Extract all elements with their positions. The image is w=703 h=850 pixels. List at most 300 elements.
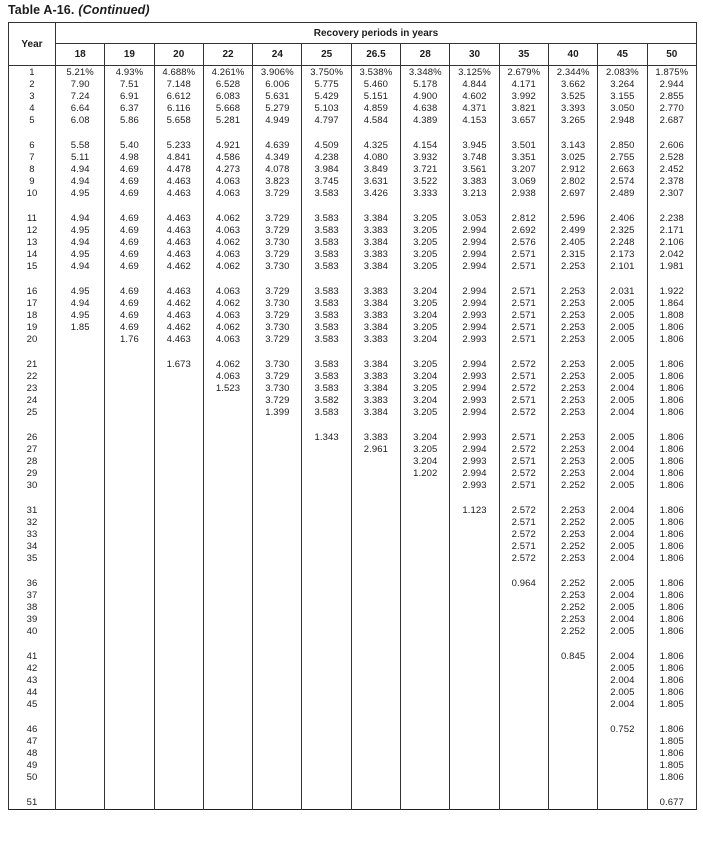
value-cell: [351, 577, 400, 590]
value-cell: 3.265: [548, 115, 597, 127]
value-cell: 2.004: [598, 675, 647, 687]
gap-cell: [253, 346, 302, 358]
value-cell: 2.692: [499, 225, 548, 237]
table-row: [9, 79, 697, 91]
table-row: [9, 91, 697, 103]
gap-cell: [56, 565, 105, 577]
value-cell: 3.583: [302, 212, 351, 225]
value-cell: [154, 760, 203, 772]
gap-cell: [499, 127, 548, 139]
value-cell: 4.349: [253, 152, 302, 164]
gap-cell: [598, 200, 647, 212]
value-cell: 4.95: [56, 225, 105, 237]
value-cell: [450, 602, 499, 614]
year-cell: 47: [9, 736, 56, 748]
gap-cell: [499, 784, 548, 796]
gap-cell: [647, 127, 696, 139]
value-cell: 2.993: [450, 395, 499, 407]
value-cell: 3.053: [450, 212, 499, 225]
value-cell: 2.004: [598, 444, 647, 456]
value-cell: [548, 699, 597, 711]
value-cell: 3.333: [401, 188, 450, 200]
value-cell: 2.252: [548, 517, 597, 529]
value-cell: 5.668: [203, 103, 252, 115]
year-cell: 38: [9, 602, 56, 614]
gap-cell: [302, 127, 351, 139]
value-cell: [253, 577, 302, 590]
period-header-25: 25: [302, 44, 351, 66]
value-cell: [105, 760, 154, 772]
gap-cell: [56, 419, 105, 431]
value-cell: 2.993: [450, 334, 499, 346]
gap-cell: [203, 784, 252, 796]
year-cell: 42: [9, 663, 56, 675]
value-cell: [203, 517, 252, 529]
table-row: [9, 444, 697, 456]
value-cell: 3.384: [351, 407, 400, 419]
gap-cell: [450, 638, 499, 650]
value-cell: [253, 602, 302, 614]
value-cell: 5.21%: [56, 66, 105, 80]
value-cell: 1.806: [647, 626, 696, 638]
value-cell: 2.571: [499, 541, 548, 553]
value-cell: 3.351: [499, 152, 548, 164]
value-cell: [105, 772, 154, 784]
year-cell: 24: [9, 395, 56, 407]
gap-cell: [647, 419, 696, 431]
value-cell: [56, 723, 105, 736]
table-row: [9, 164, 697, 176]
value-cell: 3.205: [401, 261, 450, 273]
gap-row: [9, 200, 697, 212]
value-cell: 3.525: [548, 91, 597, 103]
value-cell: 2.571: [499, 249, 548, 261]
table-row: [9, 152, 697, 164]
value-cell: [56, 529, 105, 541]
value-cell: [351, 626, 400, 638]
value-cell: [401, 614, 450, 626]
value-cell: 4.69: [105, 322, 154, 334]
value-cell: [253, 553, 302, 565]
gap-cell: [499, 711, 548, 723]
value-cell: 3.729: [253, 371, 302, 383]
value-cell: 3.583: [302, 334, 351, 346]
value-cell: 2.572: [499, 407, 548, 419]
value-cell: [253, 504, 302, 517]
gap-cell: [548, 784, 597, 796]
value-cell: 4.238: [302, 152, 351, 164]
gap-cell: [253, 784, 302, 796]
value-cell: [401, 529, 450, 541]
value-cell: [401, 675, 450, 687]
value-cell: 1.673: [154, 358, 203, 371]
value-cell: [450, 748, 499, 760]
gap-cell: [56, 638, 105, 650]
value-cell: 4.94: [56, 298, 105, 310]
header-row-span: [9, 23, 697, 44]
table-row: [9, 383, 697, 395]
value-cell: 4.062: [203, 298, 252, 310]
value-cell: 3.384: [351, 322, 400, 334]
value-cell: 4.063: [203, 371, 252, 383]
value-cell: 1.922: [647, 285, 696, 298]
value-cell: 2.944: [647, 79, 696, 91]
value-cell: 3.583: [302, 237, 351, 249]
value-cell: 2.253: [548, 590, 597, 602]
value-cell: 1.805: [647, 736, 696, 748]
value-cell: 3.025: [548, 152, 597, 164]
value-cell: [401, 699, 450, 711]
value-cell: [351, 504, 400, 517]
value-cell: [203, 468, 252, 480]
value-cell: [253, 687, 302, 699]
value-cell: 4.462: [154, 261, 203, 273]
value-cell: [105, 456, 154, 468]
value-cell: 2.994: [450, 383, 499, 395]
value-cell: [450, 614, 499, 626]
year-cell: 16: [9, 285, 56, 298]
gap-cell: [647, 273, 696, 285]
gap-cell: [56, 784, 105, 796]
value-cell: 2.855: [647, 91, 696, 103]
gap-cell: [9, 711, 56, 723]
value-cell: [105, 614, 154, 626]
year-cell: 37: [9, 590, 56, 602]
value-cell: [302, 541, 351, 553]
value-cell: [253, 663, 302, 675]
value-cell: 3.582: [302, 395, 351, 407]
table-row: [9, 310, 697, 322]
value-cell: 2.005: [598, 541, 647, 553]
value-cell: [203, 736, 252, 748]
value-cell: [56, 626, 105, 638]
value-cell: 4.69: [105, 164, 154, 176]
table-row: [9, 407, 697, 419]
value-cell: [351, 480, 400, 492]
value-cell: 4.859: [351, 103, 400, 115]
table-row: [9, 468, 697, 480]
value-cell: 4.063: [203, 188, 252, 200]
gap-row: [9, 784, 697, 796]
gap-cell: [647, 200, 696, 212]
value-cell: [401, 748, 450, 760]
gap-cell: [401, 200, 450, 212]
value-cell: 1.806: [647, 541, 696, 553]
value-cell: 2.993: [450, 371, 499, 383]
value-cell: [203, 687, 252, 699]
value-cell: 3.583: [302, 188, 351, 200]
value-cell: 3.205: [401, 444, 450, 456]
table-row: [9, 249, 697, 261]
gap-cell: [105, 419, 154, 431]
value-cell: 6.91: [105, 91, 154, 103]
value-cell: [302, 602, 351, 614]
value-cell: 1.806: [647, 444, 696, 456]
value-cell: 4.69: [105, 237, 154, 249]
value-cell: 4.463: [154, 188, 203, 200]
value-cell: 2.004: [598, 468, 647, 480]
value-cell: 5.460: [351, 79, 400, 91]
value-cell: 4.463: [154, 225, 203, 237]
value-cell: [450, 772, 499, 784]
value-cell: [154, 431, 203, 444]
value-cell: 1.806: [647, 687, 696, 699]
value-cell: 3.205: [401, 407, 450, 419]
value-cell: 1.806: [647, 772, 696, 784]
value-cell: [548, 663, 597, 675]
value-cell: [302, 517, 351, 529]
value-cell: 5.658: [154, 115, 203, 127]
table-row: [9, 504, 697, 517]
gap-cell: [253, 200, 302, 212]
value-cell: [56, 431, 105, 444]
value-cell: 4.638: [401, 103, 450, 115]
value-cell: [450, 687, 499, 699]
gap-cell: [401, 784, 450, 796]
table-row: [9, 285, 697, 298]
value-cell: 1.805: [647, 699, 696, 711]
value-cell: 7.51: [105, 79, 154, 91]
value-cell: 3.204: [401, 395, 450, 407]
value-cell: 3.583: [302, 322, 351, 334]
value-cell: 1.806: [647, 358, 696, 371]
value-cell: 2.005: [598, 431, 647, 444]
table-row: [9, 480, 697, 492]
value-cell: 3.730: [253, 298, 302, 310]
gap-row: [9, 565, 697, 577]
value-cell: 3.384: [351, 212, 400, 225]
value-cell: [351, 517, 400, 529]
value-cell: [105, 590, 154, 602]
gap-cell: [598, 492, 647, 504]
value-cell: 2.253: [548, 261, 597, 273]
gap-cell: [302, 565, 351, 577]
value-cell: [253, 699, 302, 711]
gap-row: [9, 346, 697, 358]
gap-cell: [154, 200, 203, 212]
gap-cell: [56, 200, 105, 212]
value-cell: [105, 468, 154, 480]
value-cell: [450, 517, 499, 529]
value-cell: 2.406: [598, 212, 647, 225]
gap-cell: [351, 200, 400, 212]
table-row: [9, 650, 697, 663]
value-cell: 2.993: [450, 456, 499, 468]
value-cell: 2.571: [499, 334, 548, 346]
value-cell: [302, 699, 351, 711]
value-cell: [401, 553, 450, 565]
value-cell: 4.261%: [203, 66, 252, 80]
gap-cell: [598, 419, 647, 431]
value-cell: 3.383: [351, 431, 400, 444]
value-cell: 2.687: [647, 115, 696, 127]
value-cell: 2.571: [499, 298, 548, 310]
value-cell: 1.806: [647, 383, 696, 395]
value-cell: [154, 590, 203, 602]
value-cell: [154, 553, 203, 565]
value-cell: 3.583: [302, 371, 351, 383]
table-row: [9, 687, 697, 699]
value-cell: [56, 760, 105, 772]
table-row: [9, 237, 697, 249]
value-cell: 5.58: [56, 139, 105, 152]
value-cell: [548, 796, 597, 810]
value-cell: 3.501: [499, 139, 548, 152]
value-cell: 4.325: [351, 139, 400, 152]
value-cell: [203, 626, 252, 638]
gap-cell: [9, 200, 56, 212]
value-cell: [253, 529, 302, 541]
value-cell: 4.273: [203, 164, 252, 176]
value-cell: [56, 590, 105, 602]
gap-cell: [56, 273, 105, 285]
value-cell: [56, 699, 105, 711]
value-cell: [401, 517, 450, 529]
value-cell: [401, 650, 450, 663]
value-cell: 2.405: [548, 237, 597, 249]
value-cell: [56, 358, 105, 371]
value-cell: 2.994: [450, 407, 499, 419]
table-row: [9, 772, 697, 784]
value-cell: [56, 687, 105, 699]
value-cell: [548, 723, 597, 736]
value-cell: 3.204: [401, 371, 450, 383]
value-cell: 3.583: [302, 225, 351, 237]
value-cell: 3.426: [351, 188, 400, 200]
value-cell: 3.155: [598, 91, 647, 103]
value-cell: 2.994: [450, 237, 499, 249]
value-cell: [450, 577, 499, 590]
value-cell: 4.602: [450, 91, 499, 103]
value-cell: 1.806: [647, 456, 696, 468]
value-cell: 7.90: [56, 79, 105, 91]
value-cell: 2.253: [548, 285, 597, 298]
gap-cell: [351, 346, 400, 358]
year-cell: 2: [9, 79, 56, 91]
year-cell: 30: [9, 480, 56, 492]
value-cell: [253, 456, 302, 468]
value-cell: [450, 553, 499, 565]
gap-cell: [499, 346, 548, 358]
value-cell: [105, 687, 154, 699]
value-cell: [56, 614, 105, 626]
value-cell: 5.775: [302, 79, 351, 91]
value-cell: [598, 772, 647, 784]
value-cell: 2.173: [598, 249, 647, 261]
value-cell: 2.005: [598, 517, 647, 529]
value-cell: [203, 796, 252, 810]
value-cell: 5.631: [253, 91, 302, 103]
value-cell: 2.994: [450, 444, 499, 456]
value-cell: [302, 553, 351, 565]
value-cell: [154, 468, 203, 480]
value-cell: 2.697: [548, 188, 597, 200]
value-cell: 3.657: [499, 115, 548, 127]
value-cell: [302, 675, 351, 687]
year-cell: 44: [9, 687, 56, 699]
value-cell: [154, 602, 203, 614]
value-cell: 4.94: [56, 164, 105, 176]
value-cell: [499, 590, 548, 602]
gap-cell: [351, 784, 400, 796]
value-cell: [154, 626, 203, 638]
value-cell: 3.745: [302, 176, 351, 188]
gap-cell: [9, 346, 56, 358]
year-cell: 48: [9, 748, 56, 760]
value-cell: 2.004: [598, 614, 647, 626]
value-cell: [203, 541, 252, 553]
gap-row: [9, 638, 697, 650]
value-cell: 4.586: [203, 152, 252, 164]
value-cell: [401, 687, 450, 699]
table-header: [9, 23, 697, 66]
value-cell: 3.393: [548, 103, 597, 115]
value-cell: 4.69: [105, 176, 154, 188]
value-cell: [499, 736, 548, 748]
value-cell: 2.571: [499, 322, 548, 334]
value-cell: 3.384: [351, 383, 400, 395]
value-cell: 2.106: [647, 237, 696, 249]
gap-cell: [9, 638, 56, 650]
gap-cell: [499, 419, 548, 431]
value-cell: 5.281: [203, 115, 252, 127]
year-cell: 5: [9, 115, 56, 127]
value-cell: 3.264: [598, 79, 647, 91]
value-cell: 3.384: [351, 237, 400, 249]
value-cell: 2.574: [598, 176, 647, 188]
value-cell: 1.806: [647, 322, 696, 334]
value-cell: [56, 395, 105, 407]
gap-cell: [351, 638, 400, 650]
value-cell: [203, 553, 252, 565]
value-cell: [154, 736, 203, 748]
value-cell: [154, 723, 203, 736]
value-cell: [302, 796, 351, 810]
value-cell: 5.11: [56, 152, 105, 164]
table-row: [9, 298, 697, 310]
table-row: [9, 675, 697, 687]
table-row: [9, 176, 697, 188]
value-cell: [154, 772, 203, 784]
gap-cell: [351, 273, 400, 285]
value-cell: 4.080: [351, 152, 400, 164]
value-cell: 2.378: [647, 176, 696, 188]
period-header-22: 22: [203, 44, 252, 66]
value-cell: 5.151: [351, 91, 400, 103]
value-cell: 3.348%: [401, 66, 450, 80]
value-cell: 2.005: [598, 663, 647, 675]
table-row: [9, 371, 697, 383]
value-cell: 2.576: [499, 237, 548, 249]
year-cell: 1: [9, 66, 56, 80]
value-cell: [450, 699, 499, 711]
value-cell: [351, 748, 400, 760]
table-row: [9, 225, 697, 237]
table-row: [9, 115, 697, 127]
value-cell: [253, 626, 302, 638]
value-cell: 5.178: [401, 79, 450, 91]
value-cell: 2.253: [548, 468, 597, 480]
value-cell: 3.730: [253, 383, 302, 395]
value-cell: [499, 723, 548, 736]
value-cell: [154, 675, 203, 687]
gap-cell: [9, 784, 56, 796]
gap-cell: [203, 346, 252, 358]
value-cell: [56, 650, 105, 663]
value-cell: [253, 772, 302, 784]
value-cell: 5.86: [105, 115, 154, 127]
value-cell: 1.806: [647, 675, 696, 687]
